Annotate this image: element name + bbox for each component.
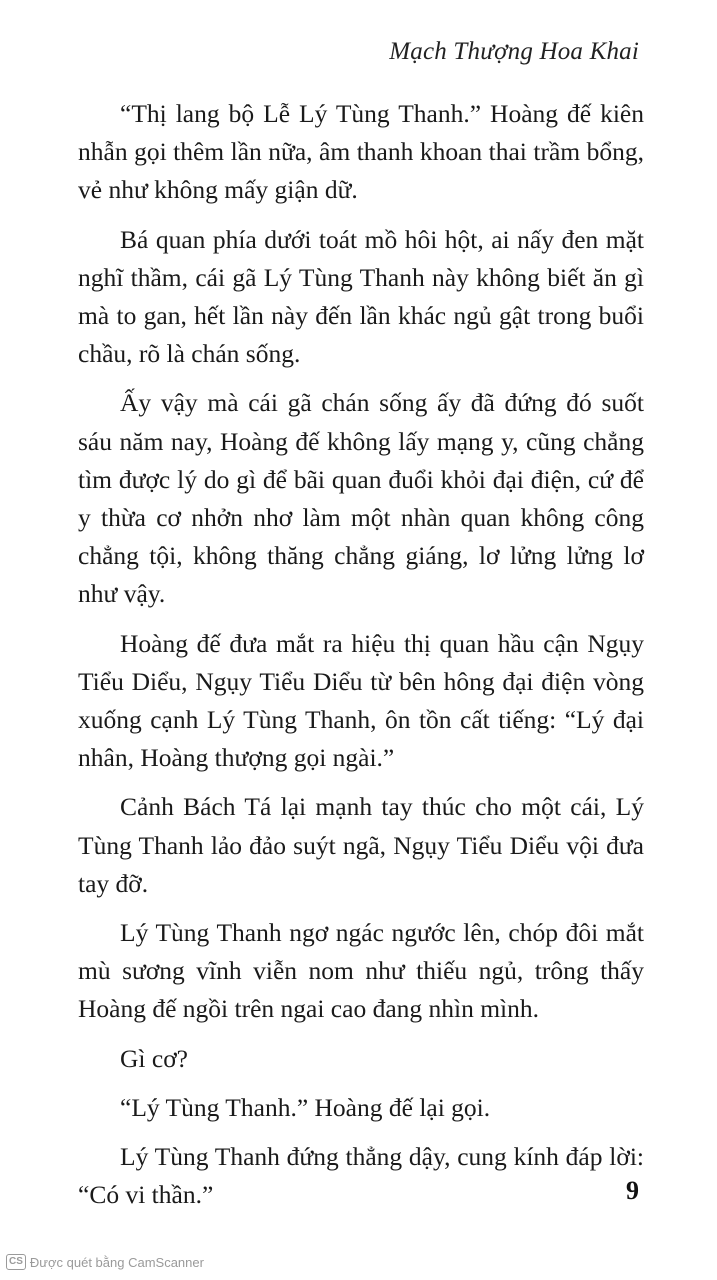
running-header: Mạch Thượng Hoa Khai xyxy=(389,38,639,65)
paragraph: Ấy vậy mà cái gã chán sống ấy đã đứng đó suốt sáu năm nay, Hoàng đế không lấy mạng y, cũng chẳng tìm được lý do gì để bãi quan đuổi khỏi đại điện, cứ để y thừa cơ nhởn nhơ làm một nhàn quan không công chẳng tội, không thăng chẳng giáng, lơ lửng lửng lơ như vậy. xyxy=(78,388,644,609)
camscanner-logo-icon: CS xyxy=(6,1254,26,1270)
paragraph: Cảnh Bách Tá lại mạnh tay thúc cho một cái, Lý Tùng Thanh lảo đảo suýt ngã, Ngụy Tiểu Diểu vội đưa tay đỡ. xyxy=(78,792,644,898)
paragraph: Lý Tùng Thanh ngơ ngác ngước lên, chóp đôi mắt mù sương vĩnh viễn nom như thiếu ngủ, trông thấy Hoàng đế ngồi trên ngai cao đang nhìn mình. xyxy=(78,918,644,1024)
scanner-watermark xyxy=(6,1254,204,1270)
paragraph: “Thị lang bộ Lễ Lý Tùng Thanh.” Hoàng đế kiên nhẫn gọi thêm lần nữa, âm thanh khoan thai trầm bổng, vẻ như không mấy giận dữ. xyxy=(78,99,644,205)
paragraph: “Lý Tùng Thanh.” Hoàng đế lại gọi. xyxy=(120,1092,491,1122)
paragraph: Hoàng đế đưa mắt ra hiệu thị quan hầu cận Ngụy Tiểu Diểu, Ngụy Tiểu Diểu từ bên hông đại điện vòng xuống cạnh Lý Tùng Thanh, ôn tồn cất tiếng: “Lý đại nhân, Hoàng thượng gọi ngài.” xyxy=(78,628,644,773)
paragraph: Lý Tùng Thanh đứng thẳng dậy, cung kính đáp lời: “Có vi thần.” xyxy=(78,1142,644,1210)
page-number: 9 xyxy=(626,1176,639,1205)
scanner-watermark-text: Được quét bằng CamScanner xyxy=(29,1254,204,1270)
paragraph: Gì cơ? xyxy=(120,1043,188,1073)
body-text xyxy=(78,95,644,1225)
paragraph: Bá quan phía dưới toát mồ hôi hột, ai nấy đen mặt nghĩ thầm, cái gã Lý Tùng Thanh này không biết ăn gì mà to gan, hết lần này đến lần khác ngủ gật trong buổi chầu, rõ là chán sống. xyxy=(78,224,644,369)
